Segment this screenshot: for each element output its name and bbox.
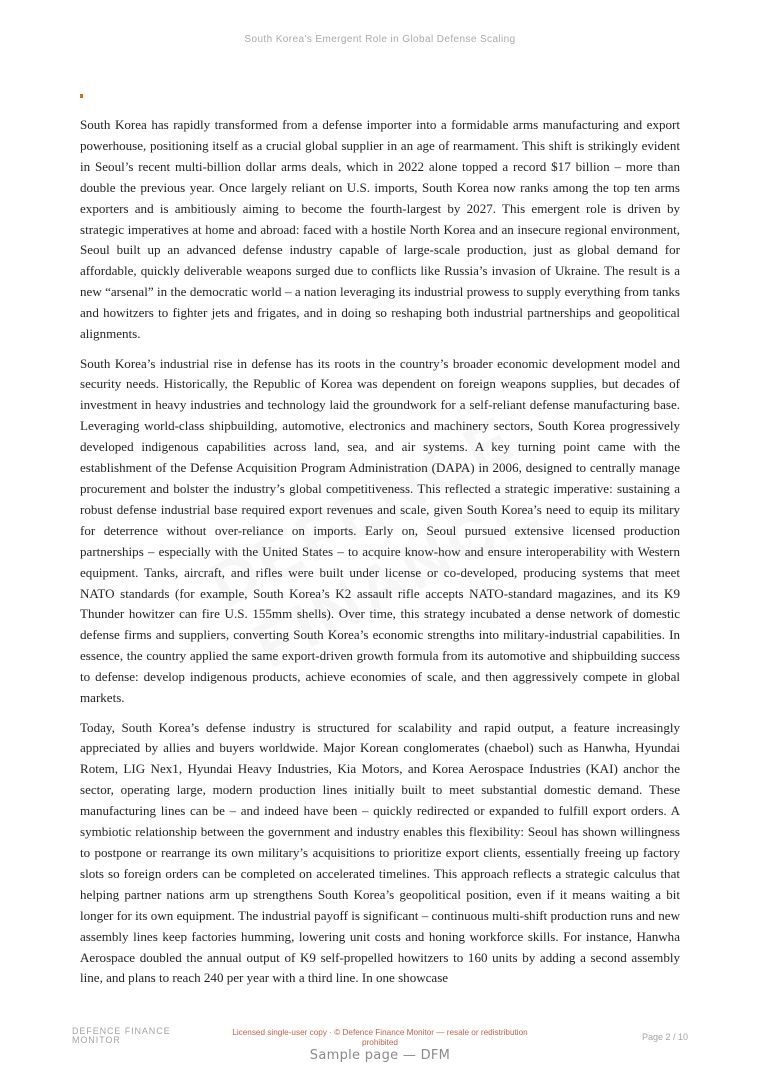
sample-caption: Sample page — DFM [309, 1048, 451, 1063]
article-body [80, 115, 680, 998]
footer-license-line-1: Licensed single-user copy · © Defence Finance Monitor — resale or redistribution [232, 1028, 528, 1037]
footer-license-line-2: prohibited [362, 1037, 398, 1047]
section-accent-mark [80, 94, 83, 98]
running-header-title: South Korea’s Emergent Role in Global Defense Scaling [244, 34, 516, 45]
article-paragraph-2: South Korea’s industrial rise in defense has its roots in the country’s broader economic development model and security needs. Historically, the Republic of Korea was dependent on foreign weapons supplies, but decades of investment in heavy industries and technology laid the groundwork for a self-reliant defense manufacturing base. Leveraging world-class shipbuilding, automotive, electronics and machinery sectors, South Korea progressively developed indigenous capabilities across land, sea, and air systems. A key turning point came with the establishment of the Defense Acquisition Program Administration (DAPA) in 2006, designed to centrally manage procurement and bolster the industry’s global competitiveness. This reflected a strategic imperative: sustaining a robust defense industrial base required export revenues and scale, given South Korea’s need to equip its military for deterrence without over-reliance on imports. Early on, Seoul pursued extensive licensed production partnerships – especially with the United States – to acquire know-how and ensure interoperability with Western equipment. Tanks, aircraft, and rifles were built under license or co-developed, producing systems that meet NATO standards (for example, South Korea’s K2 assault rifle accepts NATO-standard magazines, and its K9 Thunder howitzer can fire U.S. 155mm shells). Over time, this strategy incubated a dense network of domestic defense firms and suppliers, converting South Korea’s economic strengths into military-industrial capabilities. In essence, the country applied the same export-driven growth formula from its automotive and shipbuilding success to defense: develop indigenous products, achieve economies of scale, and then aggressively compete in global markets. [80, 355, 680, 706]
footer-brand-line-2: MONITOR [72, 1035, 121, 1045]
article-paragraph-3: Today, South Korea’s defense industry is structured for scalability and rapid output, a feature increasingly appreciated by allies and buyers worldwide. Major Korean conglomerates (chaebol) such as Hanwha, Hyundai Rotem, LIG Nex1, Hyundai Heavy Industries, Kia Motors, and Korea Aerospace Industries (KAI) anchor the sector, operating large, modern production lines initially built to meet substantial domestic demand. These manufacturing lines can be – and indeed have been – quickly redirected or expanded to fulfill export orders. A symbiotic relationship between the government and industry enables this flexibility: Seoul has shown willingness to postpone or rearrange its own military’s acquisitions to prioritize export clients, essentially freeing up factory slots so foreign orders can be completed on accelerated timelines. This approach reflects a strategic calculus that helping partner nations arm up strengthens South Korea’s geopolitical position, even if it means waiting a bit longer for its own equipment. The industrial payoff is significant – continuous multi-shift production runs and new assembly lines keep factories humming, lowering unit costs and honing workforce skills. For instance, Hanwha Aerospace doubled the annual output of K9 self-propelled howitzers to 160 units by adding a second assembly line, and plans to reach 240 per year with a third line. In one showcase [80, 719, 680, 986]
article-paragraph-1: South Korea has rapidly transformed from a defense importer into a formidable arms manufacturing and export powerhouse, positioning itself as a crucial global supplier in an age of rearmament. This shift is strikingly evident in Seoul’s recent multi-billion dollar arms deals, which in 2022 alone topped a record $17 billion – more than double the previous year. Once largely reliant on U.S. imports, South Korea now ranks among the top ten arms exporters and is ambitiously aiming to become the fourth-largest by 2027. This emergent role is driven by strategic imperatives at home and abroad: faced with a hostile North Korea and an insecure regional environment, Seoul built up an advanced defense industry capable of large-scale production, just as global demand for affordable, quickly deliverable weapons surged due to conflicts like Russia’s invasion of Ukraine. The result is a new “arsenal” in the democratic world – a nation leveraging its industrial prowess to supply everything from tanks and howitzers to fighter jets and frigates, and in doing so reshaping both industrial partnerships and geopolitical alignments. [80, 117, 680, 342]
footer-license-notice [220, 1028, 540, 1047]
footer-brand-line-1: DEFENCE FINANCE [72, 1026, 171, 1036]
footer-brand [72, 1027, 202, 1045]
page-number: Page 2 / 10 [641, 1032, 688, 1042]
